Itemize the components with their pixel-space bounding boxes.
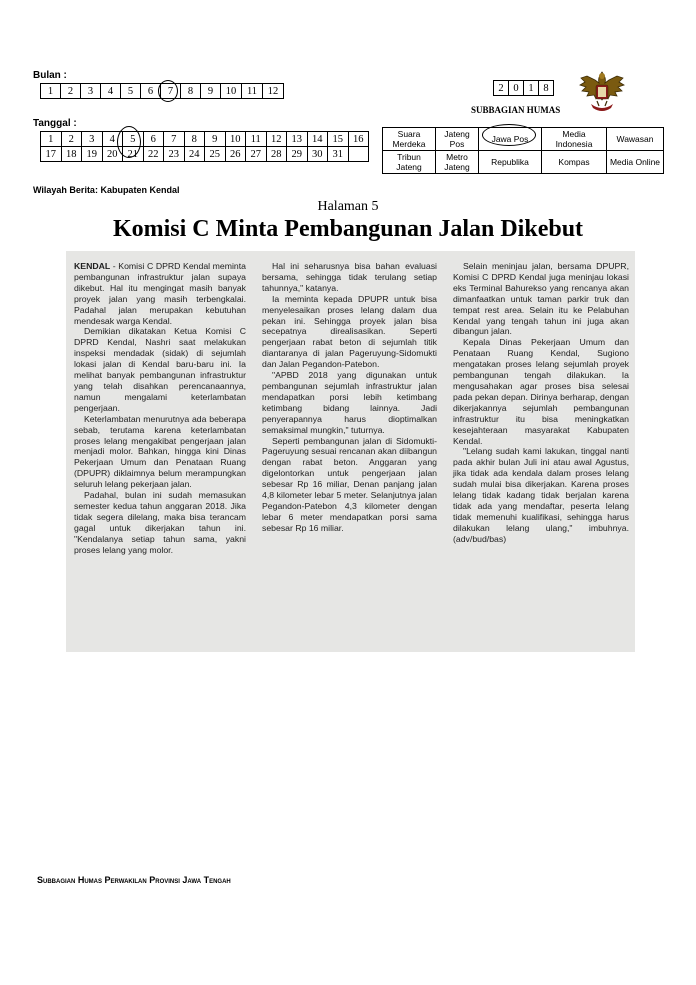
article-paragraph xyxy=(262,294,437,370)
article-paragraph xyxy=(74,490,246,555)
date-cell: 12 xyxy=(266,132,287,147)
garuda-emblem-icon xyxy=(577,68,627,120)
media-outlet-cell: Jateng Pos xyxy=(436,128,479,151)
month-cell: 4 xyxy=(101,84,121,99)
date-cell: 16 xyxy=(348,132,369,147)
month-cell: 3 xyxy=(81,84,101,99)
month-cell: 1 xyxy=(41,84,61,99)
article-paragraph xyxy=(262,261,437,294)
article-paragraph xyxy=(74,261,246,326)
subbagian-label: SUBBAGIAN HUMAS xyxy=(471,105,561,115)
date-cell: 17 xyxy=(41,147,62,162)
article-paragraph xyxy=(453,261,629,337)
date-cell: 14 xyxy=(307,132,328,147)
tanggal-label: Tanggal : xyxy=(33,118,77,129)
month-cell: 11 xyxy=(242,84,263,99)
year-box xyxy=(493,80,554,96)
date-cell: 11 xyxy=(246,132,267,147)
media-outlet-cell: Republika xyxy=(479,151,542,174)
date-cell: 8 xyxy=(184,132,205,147)
wilayah-label: Wilayah Berita: Kabupaten Kendal xyxy=(33,185,180,195)
month-cell: 12 xyxy=(263,84,284,99)
selected-date-circle xyxy=(117,126,141,158)
date-cell: 25 xyxy=(205,147,226,162)
article-column-3 xyxy=(453,261,629,545)
year-digit-cell: 1 xyxy=(524,81,539,96)
date-cell: 24 xyxy=(184,147,205,162)
article-paragraph xyxy=(262,370,437,435)
paragraph-text: Padahal, bulan ini sudah memasukan semester kedua tahun anggaran 2018. Jika tidak segera dilelang, maka bisa terancam gagal untuk dikerjakan tahun ini. "Kendalanya setiap tahun sama, yakni proses lelang yang molor. xyxy=(74,490,246,555)
paragraph-text: Ia meminta kepada DPUPR untuk bisa menyelesaikan proses lelang dalam dua pekan ini. Sehingga proyek jalan bisa secepatnya direalisasikan. Seperti pengerjaan rabat beton di sejumlah titik diantaranya di jalan Pageruyung-Sidomukti dan Jalan Pegandon-Patebon. xyxy=(262,293,437,370)
date-cell: 30 xyxy=(307,147,328,162)
paragraph-text: Kepala Dinas Pekerjaan Umum dan Penataan Ruang Kendal, Sugiono mengatakan proses lelang sejumlah proyek pembangunan tengah dilakukan. Ia mengusahakan agar proses bisa selesai pada pekan depan. Dirinya berharap, dengan dikerjakannya sejumlah pembangunan infrastruktur itu bisa meningkatkan kesejahteraan masyarakat Kabupaten Kendal. xyxy=(453,337,629,446)
date-grid xyxy=(40,131,369,162)
paragraph-text: - Komisi C DPRD Kendal meminta pembangunan infrastruktur jalan supaya dikebut. Hal itu mengingat masih banyak proyek jalan yang masih terbengkalai. Padahal jalan merupakan kebutuhan mendesak warga Kendal. xyxy=(74,261,246,326)
date-cell xyxy=(348,147,369,162)
year-digit-cell: 2 xyxy=(494,81,509,96)
article-column-1 xyxy=(74,261,246,555)
date-cell: 18 xyxy=(61,147,82,162)
paragraph-text: "Lelang sudah kami lakukan, tinggal nanti pada akhir bulan Juli ini atau awal Agustus, jika tidak ada kendala dalam proses lelang sudah mulai bisa dikerjakan. Karena proses lelang tidak kadang tidak berjalan karena tidak ada yang mendaftar, peserta lelang tidak memenuhi kualifikasi, sehingga harus dilakukan lelang ulang," imbuhnya. (adv/bud/bas) xyxy=(453,446,629,544)
date-cell: 26 xyxy=(225,147,246,162)
month-cell: 2 xyxy=(61,84,81,99)
date-cell: 20 xyxy=(102,147,123,162)
paragraph-text: "APBD 2018 yang digunakan untuk pembangunan sejumlah infrastruktur jalan mendapatkan porsi lebih ketimbang ketimbang bidang lainnya. Jadi penyerapannya harus dioptimalkan semaksimal mungkin," tuturnya. xyxy=(262,370,437,435)
article-paragraph xyxy=(262,436,437,534)
dateline: KENDAL xyxy=(74,261,111,271)
date-cell: 15 xyxy=(328,132,349,147)
media-outlet-cell: Media Online xyxy=(607,151,664,174)
date-cell: 28 xyxy=(266,147,287,162)
date-cell: 6 xyxy=(143,132,164,147)
date-cell: 29 xyxy=(287,147,308,162)
date-cell: 23 xyxy=(164,147,185,162)
media-outlet-cell: Tribun Jateng xyxy=(383,151,436,174)
date-cell: 1 xyxy=(41,132,62,147)
year-digit-cell: 0 xyxy=(509,81,524,96)
selected-month-circle xyxy=(158,80,178,102)
paragraph-text: Demikian dikatakan Ketua Komisi C DPRD Kendal, Nashri saat melakukan inspeksi mendadak (sidak) di sejumlah lokasi jalan di Kendal baru-baru ini. Ia melihat banyak pembangunan infrastruktur yang telah disahkan perencanaannya, namun mengalami keterlambatan pengerjaan. xyxy=(74,326,246,413)
headline: Komisi C Minta Pembangunan Jalan Dikebut xyxy=(112,216,584,242)
month-cell: 7 xyxy=(161,84,181,99)
date-cell: 10 xyxy=(225,132,246,147)
date-cell: 21 xyxy=(123,147,144,162)
article-column-2 xyxy=(262,261,437,534)
media-outlet-cell: Kompas xyxy=(542,151,607,174)
article-paragraph xyxy=(453,446,629,544)
year-digit-cell: 8 xyxy=(539,81,554,96)
date-cell: 9 xyxy=(205,132,226,147)
month-cell: 5 xyxy=(121,84,141,99)
date-cell: 3 xyxy=(82,132,103,147)
media-outlet-cell: Metro Jateng xyxy=(436,151,479,174)
article-paragraph xyxy=(74,414,246,490)
media-outlet-cell: Jawa Pos xyxy=(479,128,542,151)
footer-label: Subbagian Humas Perwakilan Provinsi Jawa Tengah xyxy=(37,875,231,885)
date-cell: 27 xyxy=(246,147,267,162)
paragraph-text: Hal ini seharusnya bisa bahan evaluasi bersama, sehingga tidak terulang setiap tahunnya," katanya. xyxy=(262,261,437,293)
month-cell: 10 xyxy=(221,84,242,99)
page-number: Halaman 5 xyxy=(317,199,379,214)
date-cell: 22 xyxy=(143,147,164,162)
paragraph-text: Selain meninjau jalan, bersama DPUPR, Komisi C DPRD Kendal juga meninjau lokasi eks Terminal Bahurekso yang rencanya akan dimanfaatkan untuk taman parkir truk dan tempat rest area. Selain itu ke Pelabuhan Kendal yang tengah tahun ini juga akan dibangun jalan. xyxy=(453,261,629,337)
date-cell: 13 xyxy=(287,132,308,147)
paragraph-text: Keterlambatan menurutnya ada beberapa sebab, terutama karena keterlambatan proses lelang mengakibat pengerjaan jalan menjadi molor. Bahkan, hingga kini Dinas Pekerjaan Umum dan Penataan Ruang (DPUPR) diklaimnya belum merampungkan seluruh lelang pekerjaan jalan. xyxy=(74,413,246,490)
date-cell: 7 xyxy=(164,132,185,147)
article-clipping xyxy=(66,251,635,652)
month-cell: 9 xyxy=(201,84,221,99)
date-cell: 31 xyxy=(328,147,349,162)
media-outlet-cell: Media Indonesia xyxy=(542,128,607,151)
article-paragraph xyxy=(453,337,629,446)
date-cell: 2 xyxy=(61,132,82,147)
selected-media-circle xyxy=(482,124,536,146)
media-outlet-cell: Wawasan xyxy=(607,128,664,151)
paragraph-text: Seperti pembangunan jalan di Sidomukti-Pageruyung sesuai rencanan akan diibangun dengan rabat beton. Anggaran yang digelontorkan untuk pengerjaan jalan sebesar Rp 16 miliar, Denan panjang jalan 4,8 kilometer lebar 5 meter. Selanjutnya jalan Pegandon-Patebon 4,3 kilometer dengan lebar 6 meter mendapatkan porsi sama sebesar Rp 16 miliar. xyxy=(262,435,437,533)
month-cell: 8 xyxy=(181,84,201,99)
month-cell: 6 xyxy=(141,84,161,99)
media-outlet-cell: Suara Merdeka xyxy=(383,128,436,151)
article-paragraph xyxy=(74,326,246,413)
bulan-label: Bulan : xyxy=(33,70,67,81)
date-cell: 5 xyxy=(123,132,144,147)
date-cell: 4 xyxy=(102,132,123,147)
date-cell: 19 xyxy=(82,147,103,162)
